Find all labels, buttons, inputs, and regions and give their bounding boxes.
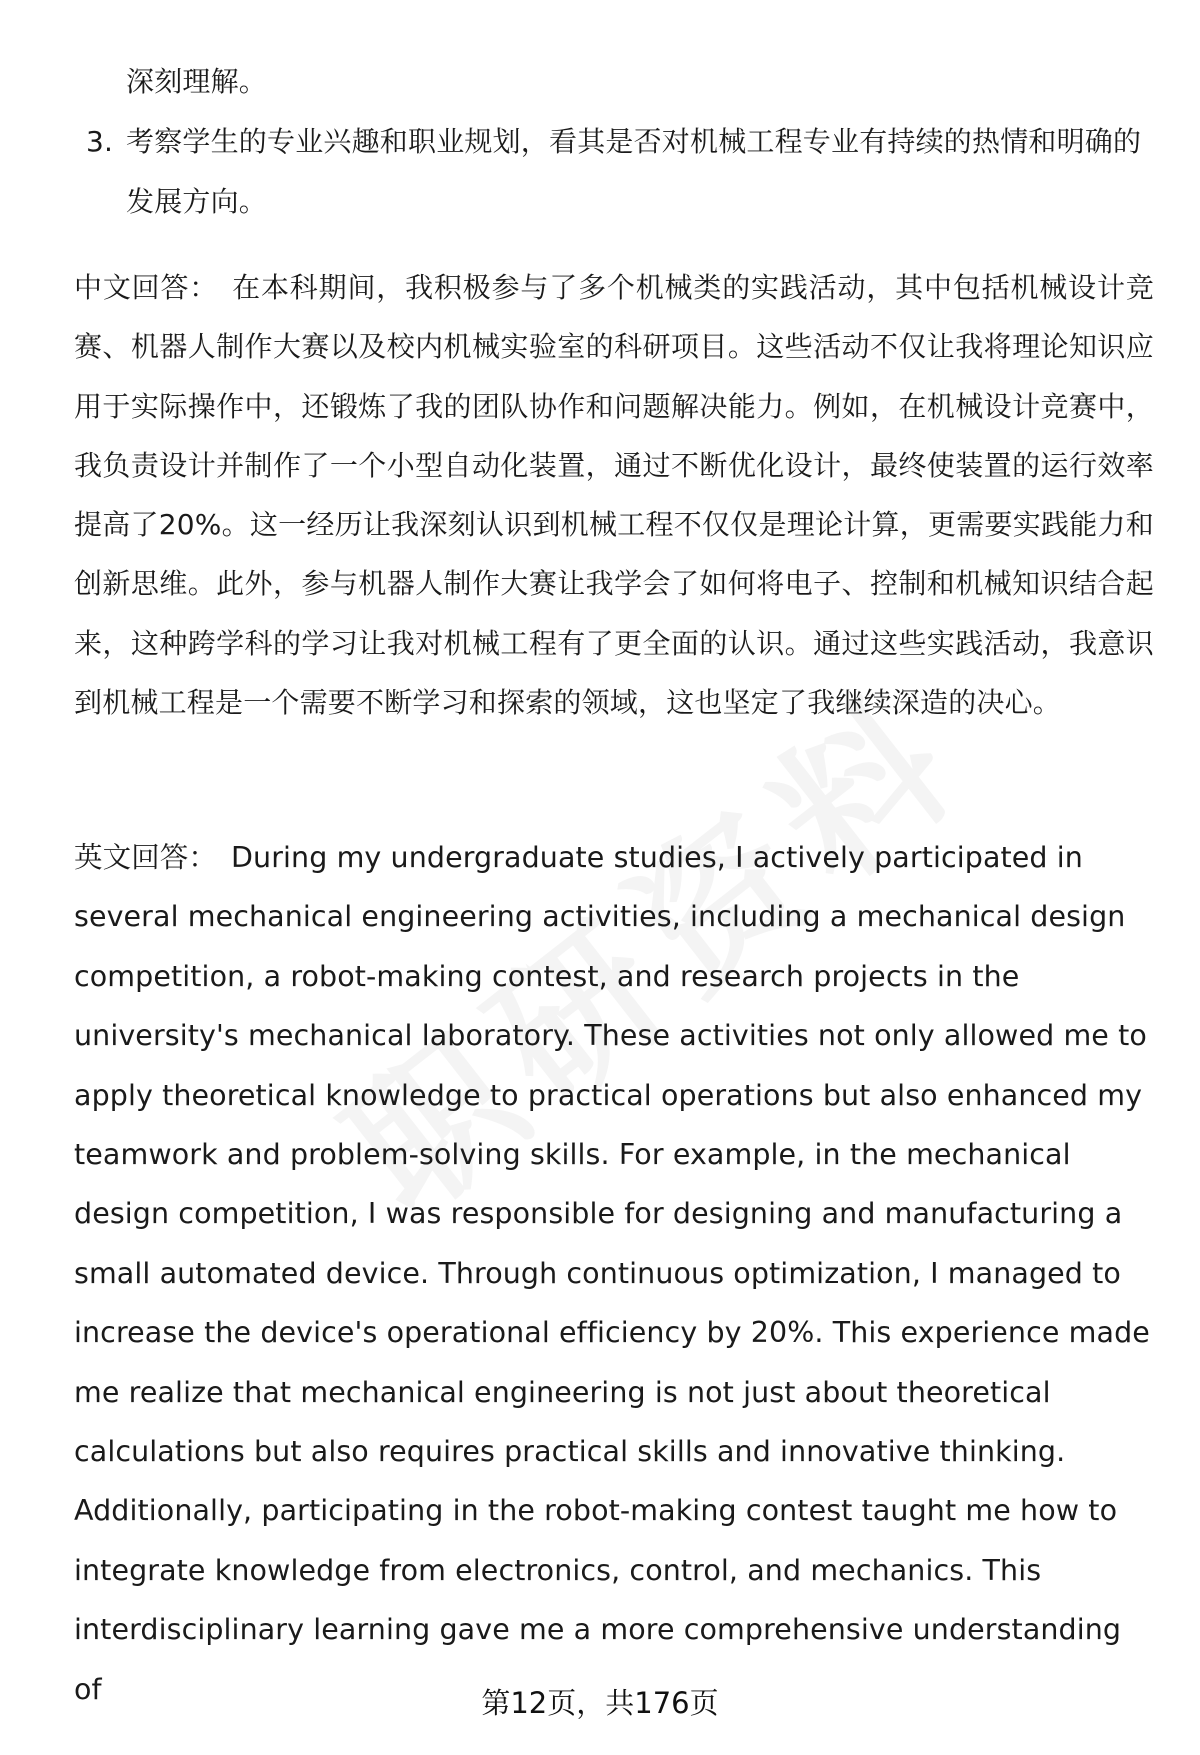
continuation-text: 深刻理解。 xyxy=(126,65,268,98)
chinese-answer-paragraph xyxy=(74,258,1154,732)
english-answer-label: 英文回答： xyxy=(74,841,218,874)
english-answer-text: During my undergraduate studies, I actively participated in several mechanical engineering activities, including a mechanical design competition, a robot-making contest, and research projects in the university's mechanical laboratory. These activities not only allowed me to apply theoretical knowledge to practical operations but also enhanced my teamwork and problem-solving skills. For example, in the mechanical design competition, I was responsible for designing and manufacturing a small automated device. Through continuous optimization, I managed to increase the device's operational efficiency by 20%. This experience made me realize that mechanical engineering is not just about theoretical calculations but also requires practical skills and innovative thinking. Additionally, participating in the robot-making contest taught me how to integrate knowledge from electronics, control, and mechanics. This interdisciplinary learning gave me a more comprehensive understanding of xyxy=(74,841,1150,1706)
chinese-answer-text: 在本科期间，我积极参与了多个机械类的实践活动，其中包括机械设计竞赛、机器人制作大赛以及校内机械实验室的科研项目。这些活动不仅让我将理论知识应用于实际操作中，还锻炼了我的团队协作和问题解决能力。例如，在机械设计竞赛中，我负责设计并制作了一个小型自动化装置，通过不断优化设计，最终使装置的运行效率提高了20%。这一经历让我深刻认识到机械工程不仅仅是理论计算，更需要实践能力和创新思维。此外，参与机器人制作大赛让我学会了如何将电子、控制和机械知识结合起来，这种跨学科的学习让我对机械工程有了更全面的认识。通过这些实践活动，我意识到机械工程是一个需要不断学习和探索的领域，这也坚定了我继续深造的决心。 xyxy=(74,271,1154,720)
page-footer: 第12页，共176页 xyxy=(481,1686,719,1720)
list-item-3 xyxy=(74,112,1154,231)
english-answer-paragraph xyxy=(74,828,1154,1719)
chinese-answer-label: 中文回答： xyxy=(74,271,219,304)
list-item-number: 3. xyxy=(86,125,114,158)
list-item-text: 考察学生的专业兴趣和职业规划，看其是否对机械工程专业有持续的热情和明确的发展方向。 xyxy=(126,125,1142,218)
